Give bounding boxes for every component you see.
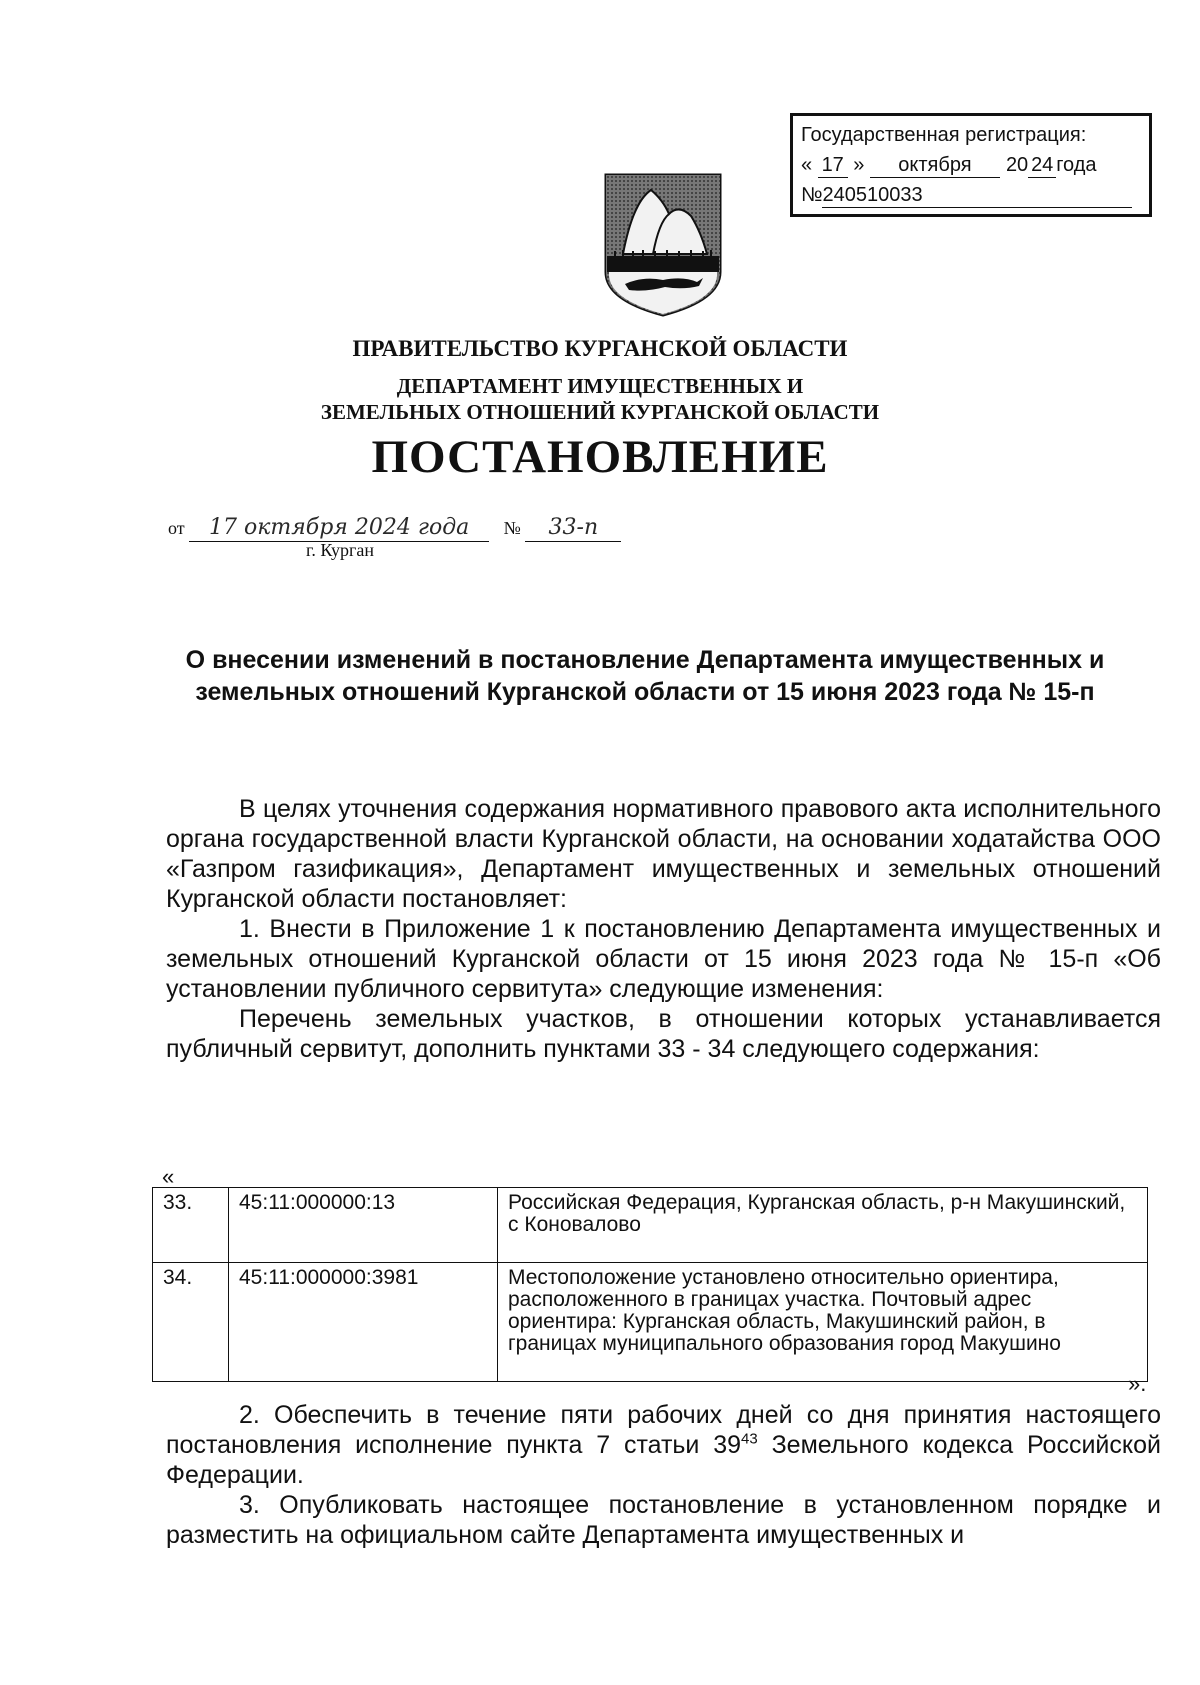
handwritten-date: 17 октября 2024 года — [189, 515, 489, 542]
registration-number-label: № — [801, 184, 823, 206]
quote-close: ». — [1128, 1371, 1147, 1396]
land-plots-table — [152, 1187, 1148, 1382]
address-cell: Российская Федерация, Курганская область, р-н Макушинский, с Коновалово — [498, 1188, 1148, 1263]
department-name — [0, 373, 1200, 425]
department-name-line1: ДЕПАРТАМЕНТ ИМУЩЕСТВЕННЫХ И — [396, 374, 804, 398]
registration-year-prefix: 20 — [1005, 154, 1029, 176]
registration-year-suffix: 24 — [1028, 153, 1056, 178]
doc-number-label: № — [503, 518, 521, 538]
registration-day: 17 — [818, 153, 848, 178]
city-name: г. Курган — [306, 540, 375, 560]
row-number-cell: 33. — [153, 1188, 229, 1263]
row-number-cell: 34. — [153, 1263, 229, 1382]
document-type-title: ПОСТАНОВЛЕНИЕ — [371, 431, 829, 483]
item-2-text-after: Земельного кодекса Российской Федерации. — [166, 1431, 1161, 1489]
registration-quote-open: « — [801, 154, 813, 176]
registration-number-row — [801, 180, 1141, 210]
registration-month: октября — [870, 153, 1000, 178]
coat-of-arms-icon — [603, 172, 723, 318]
handwritten-doc-number: 33-п — [525, 515, 621, 542]
date-number-line — [168, 515, 621, 542]
table-row — [153, 1188, 1148, 1263]
registration-date — [801, 150, 1141, 180]
registration-quote-close: » — [853, 154, 865, 176]
quote-open: « — [162, 1164, 175, 1189]
list-intro-paragraph: Перечень земельных участков, в отношении которых устанавливается публичный сервитут, дополнить пунктами 33 - 34 следующего содержания: — [166, 1005, 1161, 1063]
registration-year-word: года — [1056, 154, 1097, 176]
document-body-bottom — [166, 1400, 1161, 1550]
registration-number: 240510033 — [822, 183, 1132, 208]
document-heading: О внесении изменений в постановление Департамента имущественных и земельных отношений Курганской области от 15 июня 2023 года № 15-п — [185, 646, 1105, 706]
item-2-text-before: 2. Обеспечить в течение пяти рабочих дней со дня принятия настоящего постановления исполнение пункта 7 статьи 39 — [166, 1401, 1161, 1459]
date-from-label: от — [168, 518, 185, 538]
item-3-paragraph: 3. Опубликовать настоящее постановление в установленном порядке и разместить на официальном сайте Департамента имущественных и — [166, 1491, 1161, 1549]
cadastral-number-cell: 45:11:000000:13 — [229, 1188, 498, 1263]
intro-paragraph: В целях уточнения содержания нормативного правового акта исполнительного органа государственной власти Курганской области, на основании ходатайства ООО «Газпром газификация», Департамент имущественных и земельных отношений Курганской области постановляет: — [166, 795, 1161, 913]
registration-stamp — [790, 113, 1152, 217]
table-row — [153, 1263, 1148, 1382]
item-2-paragraph — [166, 1400, 1161, 1490]
address-cell: Местоположение установлено относительно ориентира, расположенного в границах участка. Почтовый адрес ориентира: Курганская область, Макушинский район, в границах муниципального образования город Макушино — [498, 1263, 1148, 1382]
government-name: ПРАВИТЕЛЬСТВО КУРГАНСКОЙ ОБЛАСТИ — [352, 336, 848, 361]
item-2-superscript: 43 — [741, 1430, 758, 1448]
department-name-line2: ЗЕМЕЛЬНЫХ ОТНОШЕНИЙ КУРГАНСКОЙ ОБЛАСТИ — [320, 400, 880, 424]
cadastral-number-cell: 45:11:000000:3981 — [229, 1263, 498, 1382]
document-body-top — [166, 794, 1161, 1064]
item-1-paragraph: 1. Внести в Приложение 1 к постановлению Департамента имущественных и земельных отношений Курганской области от 15 июня 2023 года № 15-п «Об установлении публичного сервитута» следующие изменения: — [166, 915, 1161, 1003]
registration-label: Государственная регистрация: — [801, 124, 1087, 146]
